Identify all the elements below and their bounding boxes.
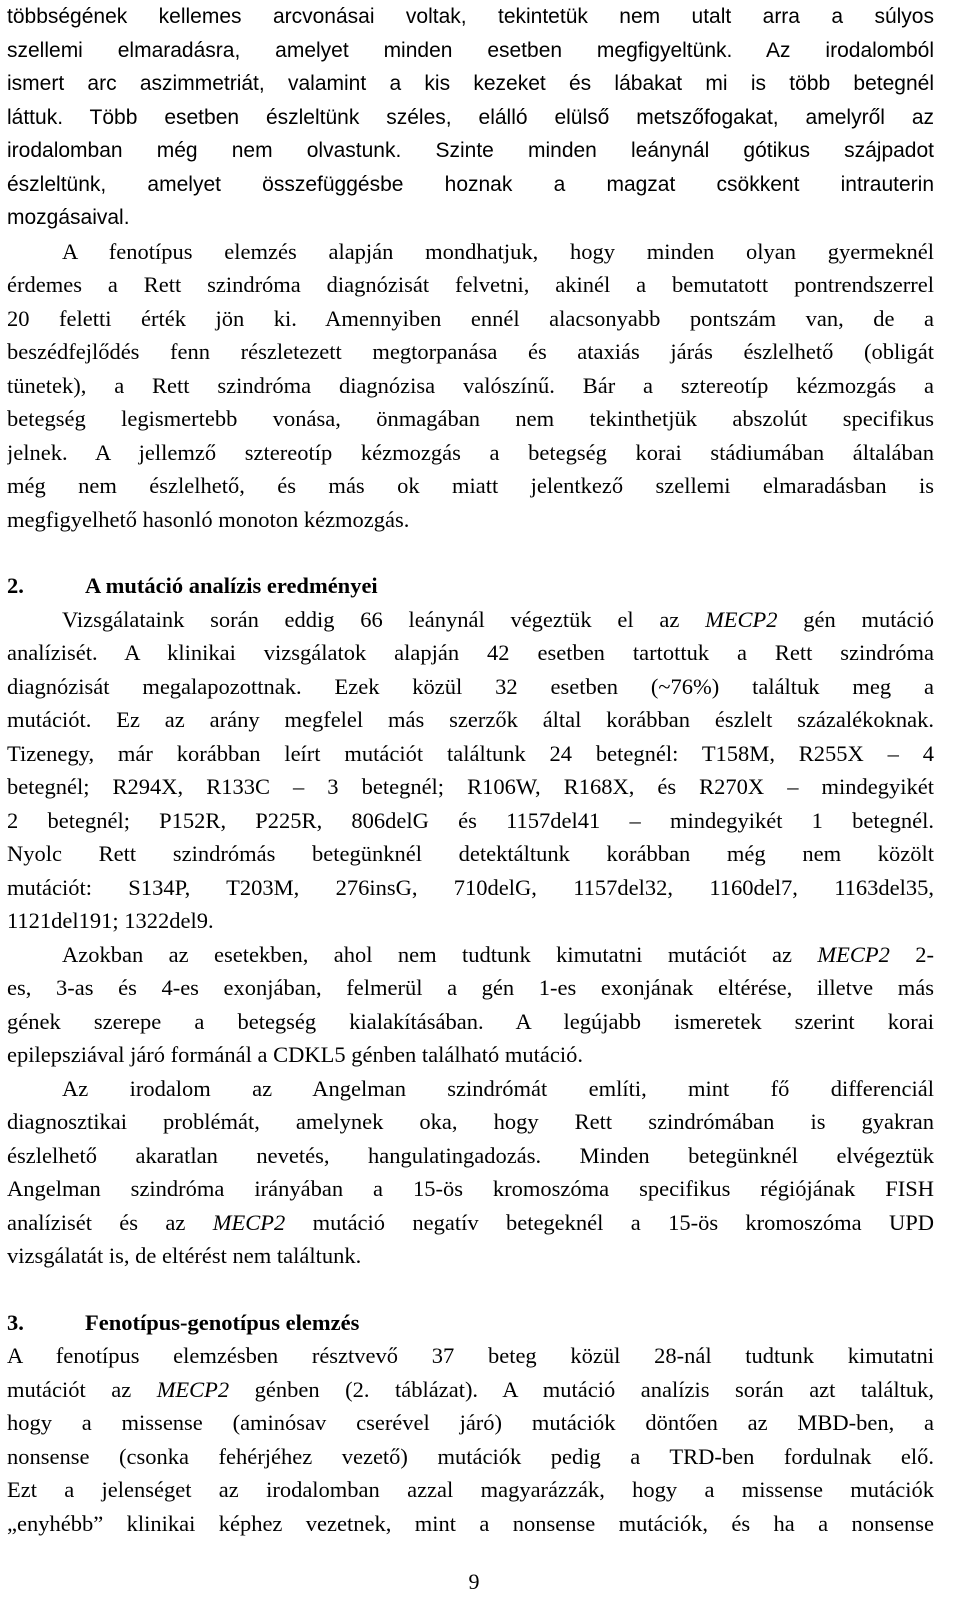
gene-name: MECP2	[817, 941, 890, 967]
text-line: megfigyelhető hasonló monoton kézmozgás.	[7, 506, 410, 532]
text-fragment: gén mutáció	[777, 606, 934, 632]
section-number: 2.	[7, 573, 24, 598]
text-line	[7, 1373, 934, 1407]
text-line: epilepsziával járó formánál a CDKL5 génben található mutáció.	[7, 1042, 584, 1067]
spacer	[7, 1273, 934, 1306]
text-fragment: mutáció negatív betegeknél a 15-ös kromoszóma UPD	[285, 1209, 934, 1235]
text-line: észleltünk, amelyet összefüggésbe hoznak a magzat csökkent intrauterin	[7, 172, 934, 196]
text-line: mutációt. Ez az arány megfelel más szerzők által korábban észlelt százalékoknak.	[7, 707, 934, 732]
text-line: analízisét. A klinikai vizsgálatok alapján 42 esetben tartottuk a Rett szindróma	[7, 640, 934, 665]
text-fragment: mutációt az	[7, 1376, 157, 1402]
text-line: Az irodalom az Angelman szindrómát említi, mint fő differenciál	[62, 1075, 934, 1101]
paragraph-angelman	[7, 1072, 934, 1273]
text-line: vizsgálatát is, de eltérést nem találtunk.	[7, 1243, 362, 1268]
paragraph-mutation-results	[7, 603, 934, 938]
text-fragment: 2-	[889, 941, 934, 967]
text-line: Angelman szindróma irányában a 15-ös kromoszóma specifikus régiójának FISH	[7, 1176, 934, 1201]
gene-name: MECP2	[156, 1376, 230, 1402]
text-line: Tizenegy, már korábban leírt mutációt találtunk 24 betegnél: T158M, R255X – 4	[7, 740, 934, 766]
text-line: szellemi elmaradásra, amelyet minden esetben megfigyeltünk. Az irodalomból	[7, 38, 934, 62]
section-title: Fenotípus-genotípus elemzés	[85, 1309, 360, 1335]
page-number: 9	[468, 1569, 480, 1594]
text-line: 2 betegnél; P152R, P225R, 806delG és 1157del41 – mindegyikét 1 betegnél.	[7, 807, 934, 833]
document-page	[7, 0, 934, 1540]
text-fragment: Azokban az esetekben, ahol nem tudtunk kimutatni mutációt az	[62, 941, 818, 967]
section-title: A mutáció analízis eredményei	[85, 573, 378, 598]
text-line: beszédfejlődés fenn részletezett megtorpanása és ataxiás járás észlelhető (obligát	[7, 339, 934, 364]
section-heading-mutation-analysis	[7, 569, 934, 603]
text-line: mutációt: S134P, T203M, 276insG, 710delG, 1157del32, 1160del7, 1163del35,	[7, 874, 934, 900]
text-line: jelnek. A jellemző sztereotíp kézmozgás a betegség korai stádiumában általában	[7, 439, 934, 465]
text-line: még nem észlelhető, és más ok miatt jelentkező szellemi elmaradásban is	[7, 473, 934, 498]
text-line: 20 feletti érték jön ki. Amennyiben ennél alacsonyabb pontszám van, de a	[7, 305, 934, 331]
text-line: „enyhébb” klinikai képhez vezetnek, mint a nonsense mutációk, és ha a nonsense	[7, 1510, 934, 1536]
text-fragment: génben (2. táblázat). A mutáció analízis során azt találtuk,	[229, 1376, 934, 1402]
text-line: betegnél; R294X, R133C – 3 betegnél; R106W, R168X, és R270X – mindegyikét	[7, 774, 934, 799]
gene-name: MECP2	[705, 606, 778, 632]
text-line: 1121del191; 1322del9.	[7, 908, 214, 933]
text-line	[7, 603, 934, 637]
text-line: betegség legismertebb vonása, önmagában nem tekinthetjük abszolút specifikus	[7, 406, 934, 431]
gene-name: MECP2	[212, 1209, 286, 1235]
text-line: ismert arc aszimmetriát, valamint a kis kezeket és lábakat mi is több betegnél	[7, 72, 934, 95]
paragraph-phenotype-genotype	[7, 1339, 934, 1540]
text-line: észlelhető akaratlan nevetés, hangulatingadozás. Minden betegünknél elvégeztük	[7, 1142, 934, 1168]
text-line: nonsense (csonka fehérjéhez vezető) mutációk pedig a TRD-ben fordulnak elő.	[7, 1443, 934, 1469]
section-heading-phenotype-genotype	[7, 1306, 934, 1340]
spacer	[7, 536, 934, 569]
text-line: többségének kellemes arcvonásai voltak, tekintetük nem utalt arra a súlyos	[7, 5, 934, 28]
text-line: gének szerepe a betegség kialakításában. A legújabb ismeretek szerint korai	[7, 1008, 934, 1034]
text-line: érdemes a Rett szindróma diagnózisát felvetni, akinél a bemutatott pontrendszerrel	[7, 272, 934, 297]
text-line: A fenotípus elemzés alapján mondhatjuk, hogy minden olyan gyermeknél	[62, 238, 934, 264]
paragraph-phenotype-analysis	[7, 235, 934, 537]
text-line: diagnosztikai problémát, amelynek oka, hogy Rett szindrómában is gyakran	[7, 1109, 934, 1134]
text-line: mozgásaival.	[7, 206, 130, 229]
text-line: A fenotípus elemzésben résztvevő 37 beteg közül 28-nál tudtunk kimutatni	[7, 1343, 934, 1368]
text-line: irodalomban még nem olvastunk. Szinte minden leánynál gótikus szájpadot	[7, 139, 934, 162]
text-line: Nyolc Rett szindrómás betegünknél detektáltunk korábban még nem közölt	[7, 841, 934, 866]
text-line: hogy a missense (aminósav cserével járó) mutációk döntően az MBD-ben, a	[7, 1410, 934, 1435]
text-line	[7, 1206, 934, 1240]
paragraph-phenotype-features	[7, 0, 934, 235]
text-line: es, 3-as és 4-es exonjában, felmerül a gén 1-es exonjának eltérése, illetve más	[7, 975, 934, 1000]
text-line: tünetek), a Rett szindróma diagnózisa valószínű. Bár a sztereotíp kézmozgás a	[7, 372, 934, 398]
paragraph-no-mutation-cases	[7, 938, 934, 1072]
section-number: 3.	[7, 1309, 24, 1335]
text-line	[7, 938, 934, 972]
text-fragment: Vizsgálataink során eddig 66 leánynál végeztük el az	[62, 606, 706, 632]
text-line: diagnózisát megalapozottnak. Ezek közül 32 esetben (~76%) találtuk meg a	[7, 673, 934, 699]
text-fragment: analízisét és az	[7, 1209, 213, 1235]
text-line: láttuk. Több esetben észleltünk széles, elálló elülső metszőfogakat, amelyről az	[7, 105, 934, 129]
text-line: Ezt a jelenséget az irodalomban azzal magyarázzák, hogy a missense mutációk	[7, 1477, 934, 1502]
